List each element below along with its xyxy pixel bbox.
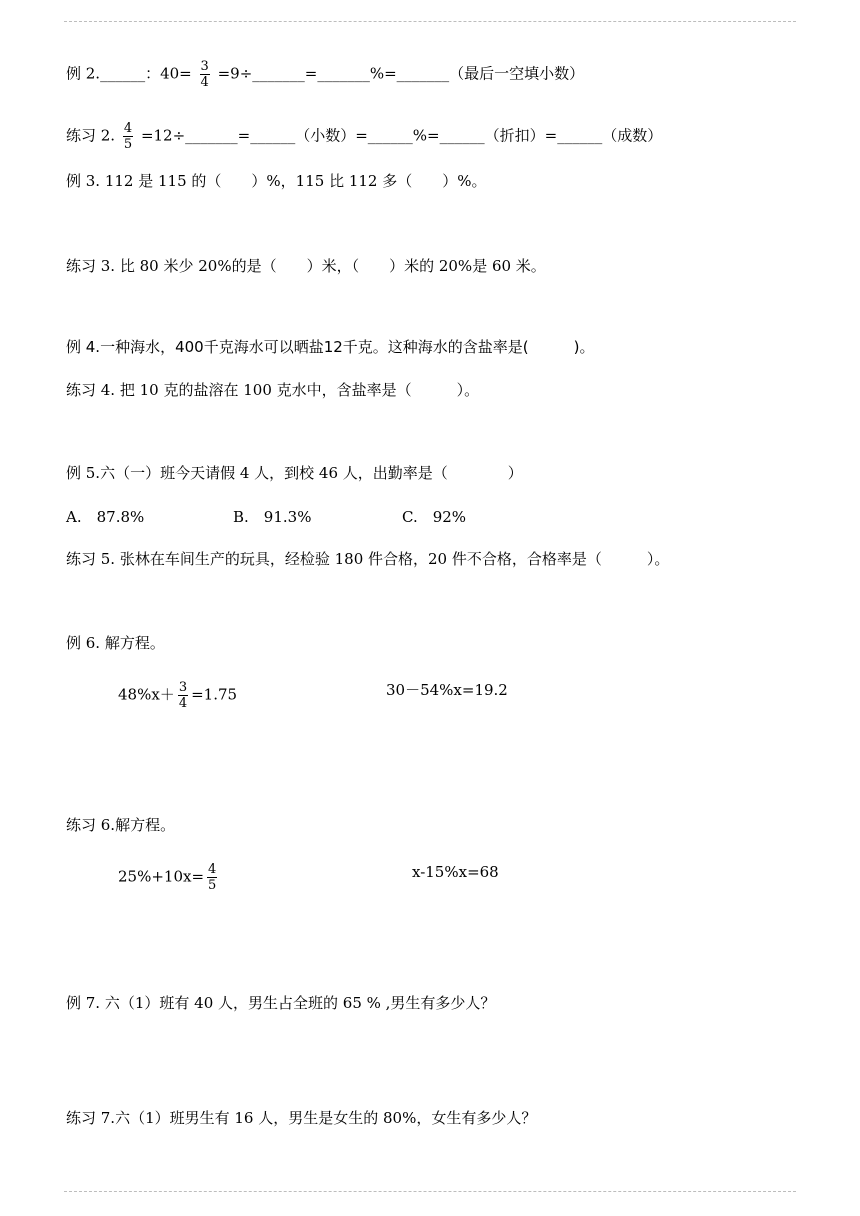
practice-2-prefix: 练习 2.	[66, 126, 116, 145]
fraction-numerator: 3	[178, 680, 188, 695]
practice-2-fraction	[123, 121, 133, 152]
top-rule	[64, 21, 796, 22]
practice-4: 练习 4. 把 10 克的盐溶在 100 克水中，含盐率是（ ）。	[66, 381, 480, 399]
fraction-denominator: 5	[123, 137, 133, 152]
example-3: 例 3. 112 是 115 的（ ）%，115 比 112 多（ ）%。	[66, 172, 487, 190]
equation-1-prefix: 25%+10x=	[118, 867, 205, 886]
example-6-equation-1	[118, 680, 237, 711]
example-2-fraction	[200, 59, 210, 90]
example-2	[66, 59, 584, 90]
fraction-denominator: 4	[178, 696, 188, 711]
practice-3: 练习 3. 比 80 米少 20%的是（ ）米，（ ）米的 20%是 60 米。	[66, 257, 546, 275]
example-7: 例 7. 六（1）班有 40 人，男生占全班的 65 % ,男生有多少人？	[66, 994, 496, 1012]
example-6-fraction	[178, 680, 188, 711]
example-5: 例 5.六（一）班今天请假 4 人，到校 46 人，出勤率是（ ）	[66, 464, 523, 482]
fraction-denominator: 5	[208, 878, 217, 893]
option-c: C. 92%	[402, 508, 467, 526]
option-b: B. 91.3%	[233, 508, 312, 526]
practice-5: 练习 5. 张林在车间生产的玩具，经检验 180 件合格，20 件不合格，合格率是（ ）。	[66, 550, 670, 568]
equation-1-prefix: 48%x＋	[118, 685, 175, 704]
fraction-numerator: 4	[123, 121, 133, 136]
practice-7: 练习 7.六（1）班男生有 16 人，男生是女生的 80%，女生有多少人？	[66, 1109, 537, 1127]
fraction-numerator: 3	[200, 59, 209, 74]
practice-6-fraction	[207, 862, 217, 893]
example-6-title: 例 6. 解方程。	[66, 634, 165, 652]
practice-6-equation-1	[118, 862, 220, 893]
equation-1-suffix: =1.75	[191, 685, 238, 704]
example-4: 例 4.一种海水，400千克海水可以晒盐12千克。这种海水的含盐率是( )。	[66, 338, 595, 356]
fraction-denominator: 4	[200, 75, 209, 90]
option-a: A. 87.8%	[66, 508, 145, 526]
example-2-suffix: =9÷_______=_______%=_______（最后一空填小数）	[217, 64, 585, 83]
example-6-equation-2: 30－54%x=19.2	[386, 681, 508, 699]
example-2-prefix: 例 2.______：40=	[66, 64, 192, 83]
bottom-rule	[64, 1191, 796, 1192]
fraction-numerator: 4	[208, 862, 217, 877]
practice-2-suffix: =12÷_______=______（小数）=______%=______（折扣）=______（成数）	[140, 126, 663, 145]
practice-6-title: 练习 6.解方程。	[66, 816, 176, 834]
practice-6-equation-2: x-15%x=68	[412, 863, 499, 881]
practice-2	[66, 121, 662, 152]
